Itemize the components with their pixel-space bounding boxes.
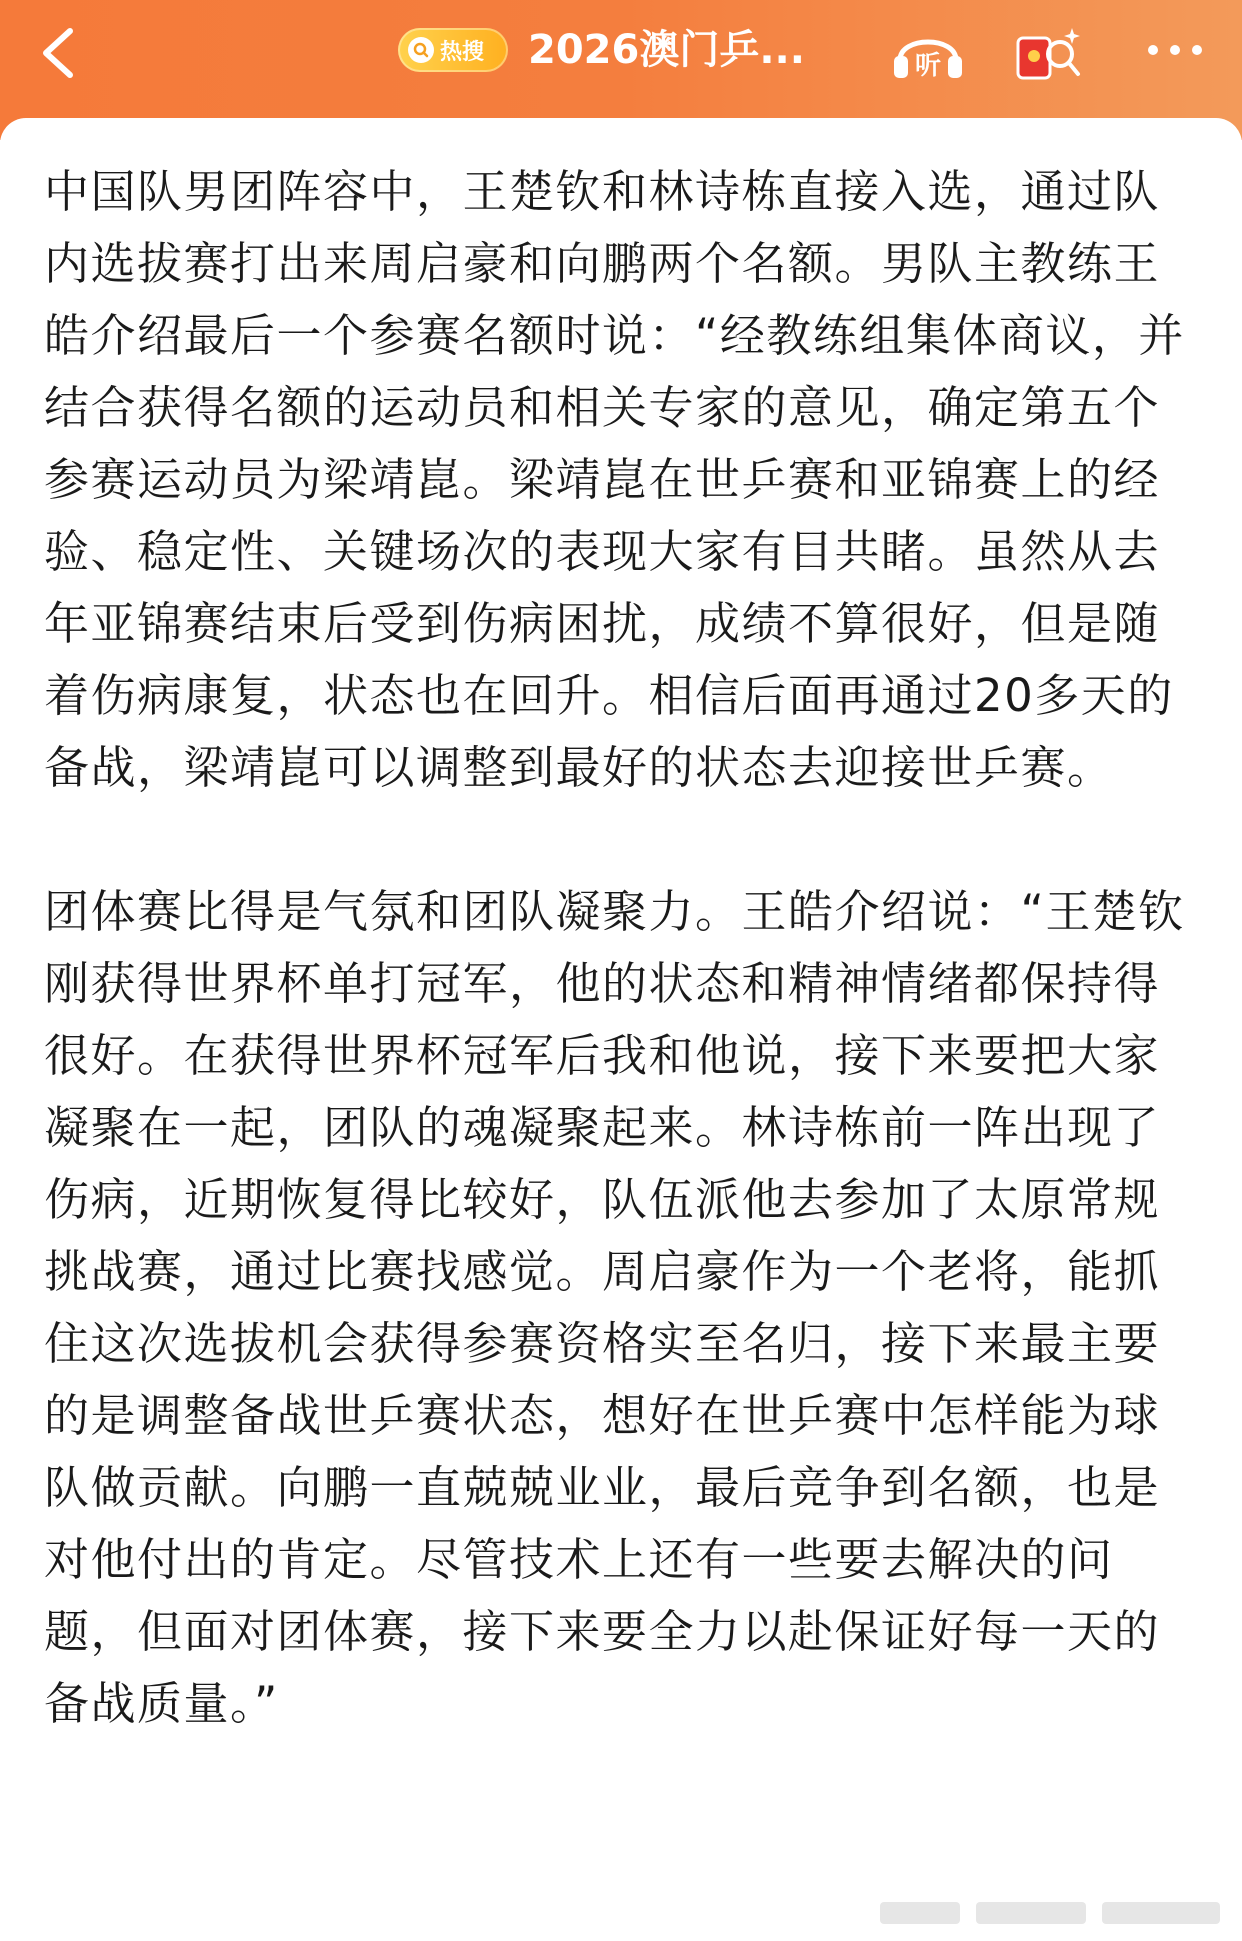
more-button[interactable] <box>1130 22 1220 78</box>
article-body <box>44 156 1194 1740</box>
hot-search-badge[interactable] <box>398 28 508 72</box>
watermark <box>880 1898 1220 1928</box>
listen-button[interactable] <box>888 18 968 88</box>
content-card <box>0 118 1242 1941</box>
article-paragraph: 中国队男团阵容中，王楚钦和林诗栋直接入选，通过队内选拔赛打出来周启豪和向鹏两个名额。男队主教练王皓介绍最后一个参赛名额时说：“经教练组集体商议，并结合获得名额的运动员和相关专家的意见，确定第五个参赛运动员为梁靖崑。梁靖崑在世乒赛和亚锦赛上的经验、稳定性、关键场次的表现大家有目共睹。虽然从去年亚锦赛结束后受到伤病困扰，成绩不算很好，但是随着伤病康复，状态也在回升。相信后面再通过20多天的备战，梁靖崑可以调整到最好的状态去迎接世乒赛。 <box>44 165 1185 794</box>
page-title: 2026澳门乒... <box>528 27 805 73</box>
red-packet-button[interactable] <box>1010 18 1090 88</box>
listen-label: 听 <box>914 51 942 81</box>
article-paragraph: 团体赛比得是气氛和团队凝聚力。王皓介绍说：“王楚钦刚获得世界杯单打冠军，他的状态和精神情绪都保持得很好。在获得世界杯冠军后我和他说，接下来要把大家凝聚在一起，团队的魂凝聚起来。林诗栋前一阵出现了伤病，近期恢复得比较好，队伍派他去参加了太原常规挑战赛，通过比赛找感觉。周启豪作为一个老将，能抓住这次选拔机会获得参赛资格实至名归，接下来最主要的是调整备战世乒赛状态，想好在世乒赛中怎样能为球队做贡献。向鹏一直兢兢业业，最后竞争到名额，也是对他付出的肯定。尽管技术上还有一些要去解决的问题，但面对团体赛，接下来要全力以赴保证好每一天的备战质量。” <box>44 885 1185 1730</box>
red-packet-icon <box>1010 18 1090 88</box>
headphones-icon <box>888 18 968 88</box>
search-icon <box>408 37 434 63</box>
back-button[interactable] <box>28 18 88 88</box>
chevron-left-icon <box>38 25 78 81</box>
hot-search-label: 热搜 <box>440 39 485 65</box>
more-dots-icon <box>1148 45 1158 55</box>
